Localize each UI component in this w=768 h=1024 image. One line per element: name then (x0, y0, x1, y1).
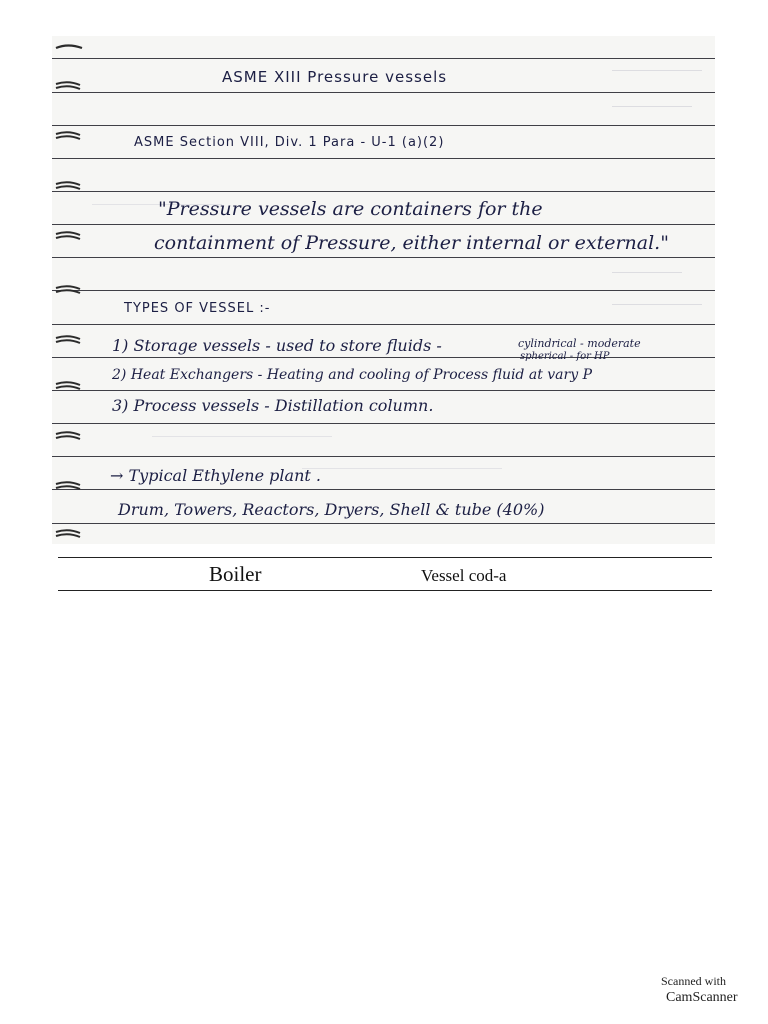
definition-line-2: containment of Pressure, either internal or external." (154, 232, 669, 254)
ruled-line (52, 191, 715, 192)
ruled-line (52, 257, 715, 258)
ruled-line (52, 158, 715, 159)
types-heading: TYPES OF VESSEL :- (124, 301, 271, 316)
bleed-through-mark (302, 468, 502, 477)
ruled-line (52, 125, 715, 126)
spiral-binding-icon (54, 528, 84, 540)
spiral-binding-icon (54, 230, 84, 242)
type-1-storage: 1) Storage vessels - used to store fluids - (112, 336, 442, 355)
plant-heading: → Typical Ethylene plant . (110, 466, 321, 485)
scanned-with-text: Scanned with (661, 974, 726, 988)
bleed-through-mark (152, 436, 332, 445)
spiral-binding-icon (54, 180, 84, 192)
bleed-through-mark (612, 272, 682, 281)
spiral-binding-icon (54, 480, 84, 492)
bleed-through-mark (612, 70, 702, 79)
ruled-line (52, 423, 715, 424)
bleed-through-mark (612, 304, 702, 313)
scanned-notebook-page (52, 36, 715, 544)
bleed-through-mark (612, 106, 692, 115)
spiral-binding-icon (54, 42, 84, 54)
ruled-line (52, 58, 715, 59)
boiler-label: Boiler (209, 562, 262, 586)
ruled-line (52, 224, 715, 225)
type-3-process: 3) Process vessels - Distillation column. (112, 396, 434, 415)
section-reference: ASME Section VIII, Div. 1 Para - U-1 (a)(2) (134, 135, 445, 150)
ruled-line (52, 92, 715, 93)
plant-items: Drum, Towers, Reactors, Dryers, Shell & tube (40%) (118, 500, 545, 519)
ruled-line (52, 357, 715, 358)
ruled-line (52, 390, 715, 391)
definition-line-1: "Pressure vessels are containers for the (158, 198, 543, 220)
ruled-line (52, 456, 715, 457)
ruled-line (52, 523, 715, 524)
spiral-binding-icon (54, 284, 84, 296)
type-1-note-cylindrical: cylindrical - moderate (518, 337, 641, 350)
ruled-line (52, 489, 715, 490)
spiral-binding-icon (54, 430, 84, 442)
ruled-line (52, 290, 715, 291)
vessel-code-label: Vessel cod-a (421, 566, 507, 585)
spiral-binding-icon (54, 80, 84, 92)
spiral-binding-icon (54, 130, 84, 142)
ruled-line (52, 324, 715, 325)
type-2-heat-exchangers: 2) Heat Exchangers - Heating and cooling of Process fluid at vary P (112, 367, 592, 383)
notes-title: ASME XIII Pressure vessels (222, 68, 448, 86)
camscanner-text: CamScanner (666, 990, 738, 1005)
type-1-note-spherical: spherical - for HP (520, 351, 610, 362)
divider-line (58, 590, 712, 591)
divider-line (58, 557, 712, 558)
spiral-binding-icon (54, 380, 84, 392)
spiral-binding-icon (54, 334, 84, 346)
